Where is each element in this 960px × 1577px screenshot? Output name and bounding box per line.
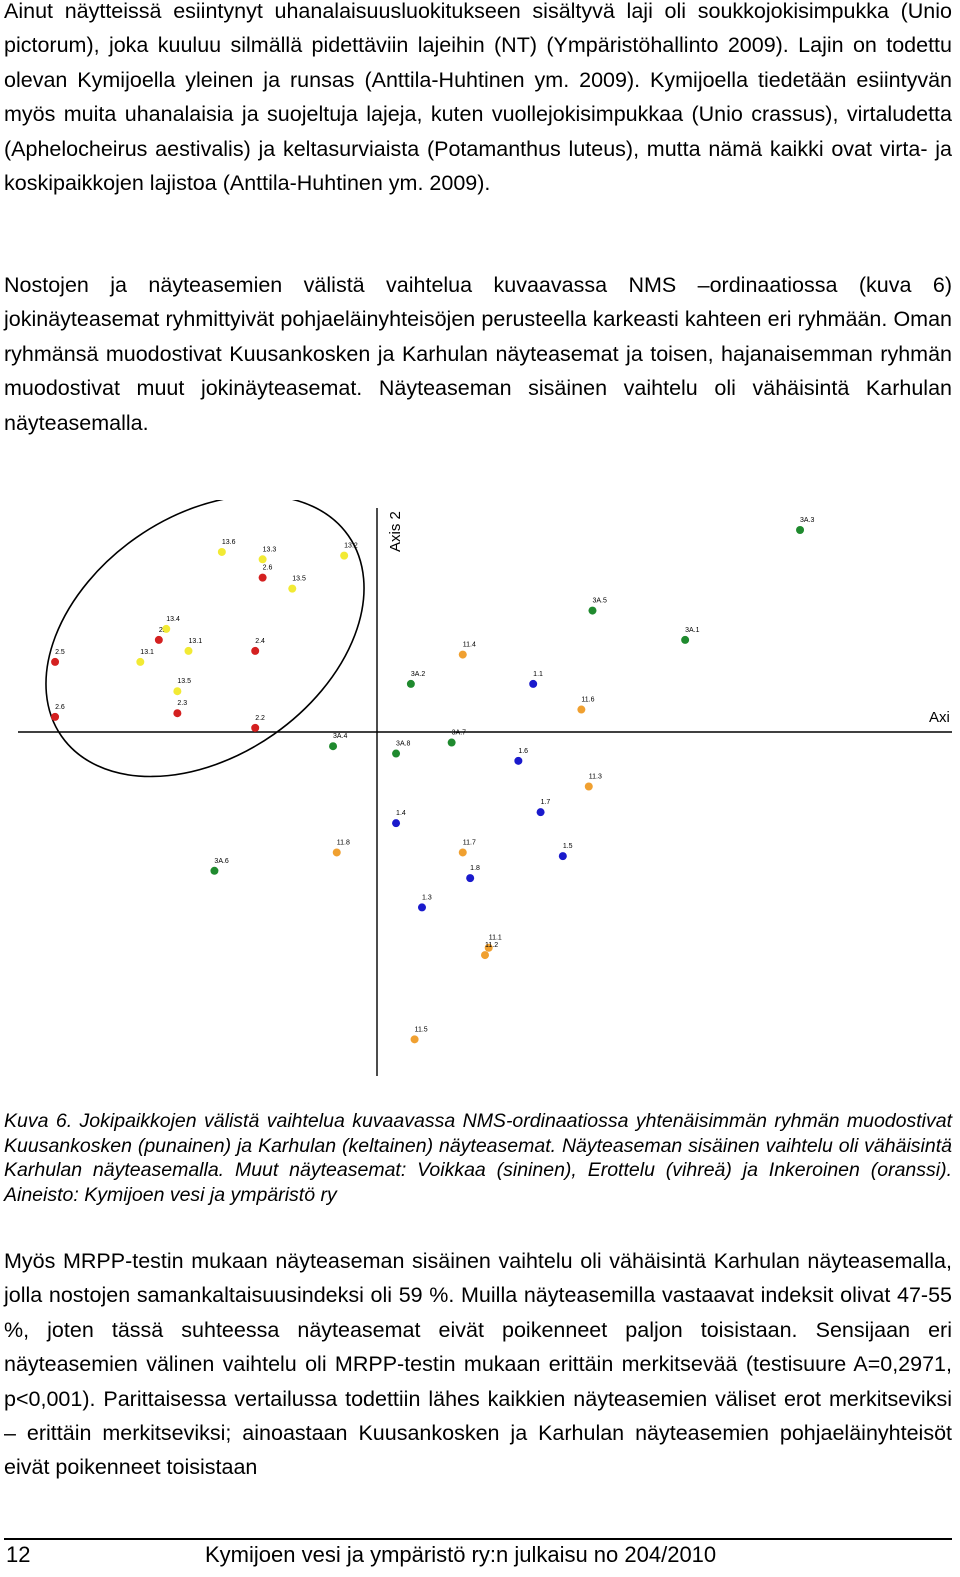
point-label: 11.5 — [414, 1026, 428, 1034]
data-point — [529, 680, 537, 688]
point-label: 11.7 — [462, 839, 476, 847]
y-axis-label: Axis 2 — [387, 511, 404, 552]
data-point — [392, 750, 400, 758]
point-label: 13.3 — [262, 546, 277, 554]
data-point — [459, 848, 467, 856]
data-point — [466, 874, 474, 882]
point-label: 3A.4 — [333, 733, 348, 741]
data-point — [288, 585, 296, 593]
publication-footer: Kymijoen vesi ja ympäristö ry:n julkaisu no 204/2010 — [205, 1542, 717, 1567]
data-point — [184, 647, 192, 655]
data-point — [585, 783, 593, 791]
point-label: 11.3 — [588, 773, 602, 781]
figure-caption: Kuva 6. Jokipaikkojen välistä vaihtelua kuvaavassa NMS-ordinaatiossa yhtenäisimmän ryhmän muodostivat Kuusankosken (punainen) ja Karhulan (keltainen) näyteasemat. Näyteaseman sisäinen vaihtelu oli vähäisintä Karhulan näyteasemalla. Muut näyteasemat: Voikkaa (sininen), Erottelu (vihreä) ja Inkeroinen (oranssi). Aineisto: Kymijoen vesi ja ympäristö ry — [4, 1110, 952, 1206]
point-label: 3A.3 — [800, 516, 815, 524]
data-point — [329, 742, 337, 750]
data-point — [259, 574, 267, 582]
data-point — [796, 526, 804, 534]
point-label: 13.6 — [221, 538, 236, 546]
point-label: 13.4 — [166, 615, 180, 623]
data-point — [259, 555, 267, 563]
data-point — [340, 552, 348, 560]
point-label: 11.8 — [336, 839, 350, 847]
data-point — [411, 1035, 419, 1043]
data-point — [588, 607, 596, 615]
data-point — [514, 757, 522, 765]
data-point — [418, 903, 426, 911]
data-point — [155, 636, 163, 644]
data-point — [51, 658, 59, 666]
point-label: 3A.1 — [685, 626, 700, 634]
data-point — [559, 852, 567, 860]
point-label: 2.5 — [55, 648, 65, 656]
footer-rule — [4, 1538, 952, 1540]
point-label: 3A.2 — [410, 670, 426, 678]
point-label: 13.1 — [140, 648, 154, 656]
data-point — [51, 713, 59, 721]
point-label: 1.7 — [540, 799, 551, 807]
point-label: 11.2 — [485, 942, 499, 950]
data-point — [218, 548, 226, 556]
data-point — [459, 651, 467, 659]
paragraph-nms: Nostojen ja näyteasemien välistä vaihtelua kuvaavassa NMS –ordinaatiossa (kuva 6) jokinäyteasemat ryhmittyivät pohjaeläinyhteisöjen perusteella karkeasti kahteen eri ryhmään. Oman ryhmänsä muodostivat Kuusankosken ja Karhulan näyteasemat ja toisen, hajanaisemman ryhmän muodostivat muut jokinäyteasemat. Näyteaseman sisäinen vaihtelu oli vähäisintä Karhulan näyteasemalla. — [4, 273, 952, 435]
point-label: 1.5 — [562, 843, 573, 851]
point-label: 3A.7 — [451, 729, 467, 737]
point-label: 1.8 — [470, 865, 480, 873]
point-label: 2. — [158, 626, 165, 634]
point-label: 3A.5 — [592, 597, 607, 605]
point-label: 13.2 — [344, 542, 358, 550]
point-label: 2.2 — [255, 714, 265, 722]
point-label: 2.3 — [177, 700, 188, 708]
point-label: 1.3 — [421, 894, 432, 902]
data-point — [481, 951, 489, 959]
point-label: 11.4 — [462, 641, 476, 649]
point-label: 13.5 — [177, 678, 191, 686]
point-label: 11.6 — [581, 696, 595, 704]
point-label: 13.1 — [188, 637, 203, 645]
point-label: 2.6 — [262, 564, 273, 572]
group-ellipse — [0, 500, 417, 835]
data-point — [136, 658, 144, 666]
point-label: 1.4 — [396, 810, 406, 818]
data-point — [407, 680, 415, 688]
data-point — [577, 706, 585, 714]
data-point — [251, 724, 259, 732]
point-label: 1.6 — [518, 747, 529, 755]
data-point — [392, 819, 400, 827]
nms-ordination-plot — [0, 500, 960, 1090]
point-label: 1.1 — [533, 670, 543, 678]
data-point — [537, 808, 545, 816]
paragraph-species: Ainut näytteissä esiintynyt uhanalaisuusluokitukseen sisältyvä laji oli soukkojokisimpukka (Unio pictorum), joka kuuluu silmällä pidettäviin lajeihin (NT) (Ympäristöhallinto 2009). Lajin on todettu olevan Kymijoella yleinen ja runsas (Anttila-Huhtinen ym. 2009). Kymijoella tiedetään esiintyvän myös muita uhanalaisia ja suojeltuja lajeja, kuten vuollejokisimpukkaa (Unio crassus), virtaludetta (Aphelocheirus aestivalis) ja keltasurviaista (Potamanthus luteus), mutta nämä kaikki ovat virta- ja koskipaikkojen lajistoa (Anttila-Huhtinen ym. 2009). — [4, 0, 952, 196]
page-number: 12 — [6, 1542, 31, 1567]
paragraph-mrpp: Myös MRPP-testin mukaan näyteaseman sisäinen vaihtelu oli vähäisintä Karhulan näyteasemalla, jolla nostojen samankaltaisuusindeksi oli 59 %. Muilla näyteasemilla vastaavat indeksit olivat 47-55 %, joten tässä suhteessa näyteasemat eivät poikenneet paljon toisistaan. Sensijaan eri näyteasemien välinen vaihtelu oli MRPP-testin mukaan erittäin merkitsevää (testisuure A=0,2971, p<0,001). Parittaisessa vertailussa todettiin lähes kaikkien näyteasemien väliset erot merkitseviksi – erittäin merkitseviksi; ainoastaan Kuusankosken ja Karhulan näyteasemien pohjaeläinyhteisöt eivät poikenneet toisistaan — [4, 1249, 952, 1480]
point-label: 2.6 — [55, 703, 65, 711]
data-point — [681, 636, 689, 644]
data-point — [333, 848, 341, 856]
point-label: 3A.6 — [214, 857, 229, 865]
data-point — [173, 709, 181, 717]
point-label: 2.4 — [255, 637, 265, 645]
points-layer — [51, 517, 814, 1043]
point-label: 11.1 — [488, 934, 502, 942]
data-point — [448, 739, 456, 747]
data-point — [251, 647, 259, 655]
x-axis-label: Axi — [929, 709, 950, 726]
data-point — [173, 687, 181, 695]
point-label: 13.5 — [292, 575, 306, 583]
data-point — [210, 867, 218, 875]
point-label: 3A.8 — [396, 740, 411, 748]
